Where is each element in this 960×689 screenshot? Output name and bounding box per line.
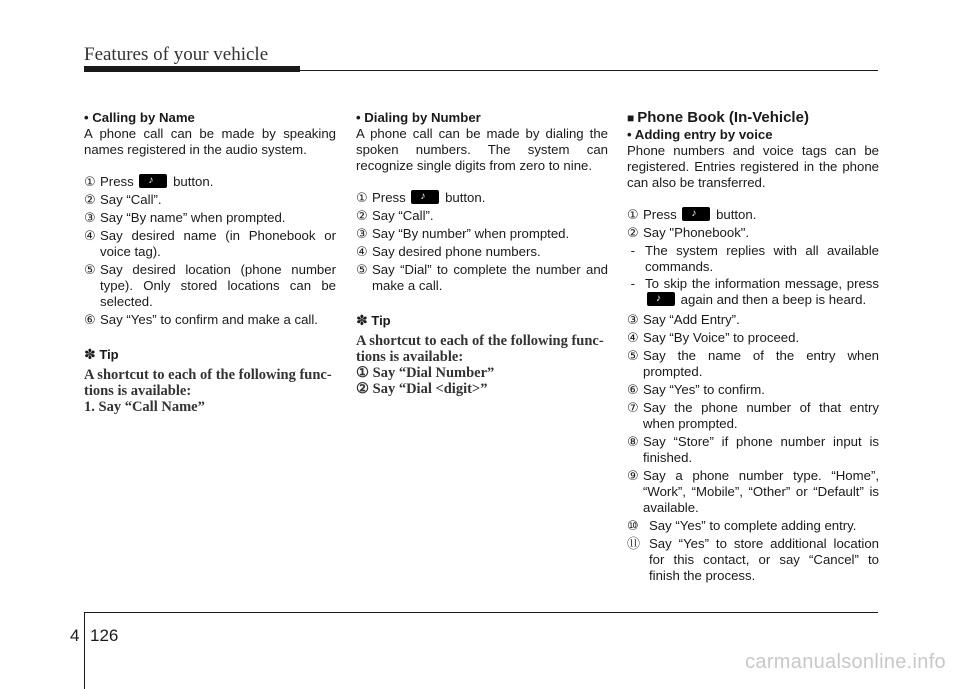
step-3 [356, 226, 608, 242]
step-number: ⑤ [84, 262, 96, 277]
tip-line: ② Say “Dial <digit>” [356, 381, 488, 397]
step-text: Say “By number” when prompted. [372, 226, 570, 241]
voice-talk-button-icon [682, 207, 710, 221]
sub-item [627, 276, 879, 308]
step-number: ② [627, 225, 639, 240]
step-text: Say “By Voice” to proceed. [643, 330, 800, 345]
step-text: Say the phone number of that entry when prompted. [643, 400, 879, 431]
step-2 [356, 208, 608, 224]
steps-list [84, 174, 336, 328]
step-number: ③ [627, 312, 639, 327]
step-number: ③ [84, 210, 96, 225]
watermark: carmanualsonline.info [745, 651, 946, 673]
step-11 [627, 536, 879, 584]
step-9 [627, 468, 879, 516]
intro-text: A phone call can be made by speaking names registered in the audio system. [84, 126, 336, 157]
step-number: ⑤ [627, 348, 639, 363]
step-3 [84, 210, 336, 226]
tip-heading [356, 312, 608, 329]
tip-label: Tip [371, 313, 391, 328]
header-bar [84, 66, 300, 72]
intro-text: Phone numbers and voice tags can be registered. Entries registered in the phone can also be transferred. [627, 143, 879, 190]
step-2 [84, 192, 336, 208]
section-title-text: Phone Book (In-Vehicle) [637, 109, 809, 126]
step-6 [84, 312, 336, 328]
subhead-text: Adding entry by voice [634, 127, 773, 142]
subhead-text: Calling by Name [92, 110, 195, 125]
tip-star-icon: ✽ [356, 312, 368, 328]
tip-star-icon: ✽ [84, 346, 96, 362]
step-1 [84, 174, 336, 190]
section-title [627, 110, 879, 126]
step-4 [627, 330, 879, 346]
step-number: ⑪ [627, 536, 641, 551]
subhead-calling-by-name: • Calling by Name [84, 110, 195, 125]
steps-list [627, 207, 879, 241]
step-number: ⑥ [84, 312, 96, 327]
dash-marker: - [627, 243, 636, 258]
tip-line: 1. Say “Call Name” [84, 399, 205, 415]
column-dialing-by-number [356, 110, 608, 397]
step-number: ① [627, 207, 639, 222]
step-4 [84, 228, 336, 260]
voice-talk-button-icon [647, 292, 675, 306]
step-text: Say “Yes” to confirm. [643, 382, 765, 397]
tip-line: tions is available: [356, 349, 464, 365]
step-number: ⑨ [627, 468, 639, 483]
step-text: Press [372, 190, 406, 205]
step-text: button. [716, 207, 757, 222]
step-text: Say a phone number type. “Home”, “Work”, “Mobile”, “Other” or “Default” is available. [643, 468, 879, 515]
tip-body [84, 367, 336, 415]
step-8 [627, 434, 879, 466]
step-5 [356, 262, 608, 294]
tip-label: Tip [99, 347, 119, 362]
step-text: Press [643, 207, 677, 222]
step-text: Say “Store” if phone number input is finished. [643, 434, 879, 465]
step-text: Say desired phone numbers. [372, 244, 541, 259]
step-text: Say desired location (phone number type). Only stored locations can be selected. [100, 262, 336, 309]
step-7 [627, 400, 879, 432]
tip-body [356, 333, 608, 397]
step-number: ① [84, 174, 96, 189]
sub-item-list [627, 243, 879, 308]
step-5 [627, 348, 879, 380]
steps-list-continued [627, 312, 879, 584]
step-number: ⑧ [627, 434, 639, 449]
page-header-title: Features of your vehicle [84, 44, 269, 65]
step-number: ⑦ [627, 400, 639, 415]
step-2 [627, 225, 879, 241]
step-number: ④ [356, 244, 368, 259]
step-3 [627, 312, 879, 328]
column-phone-book [627, 110, 879, 586]
step-text: Say “Call”. [100, 192, 162, 207]
step-number: ③ [356, 226, 368, 241]
voice-talk-button-icon [139, 174, 167, 188]
step-text: button. [445, 190, 486, 205]
sub-item-text: To skip the information message, press [645, 276, 879, 291]
footer-rule [84, 612, 878, 613]
sub-item [627, 243, 879, 275]
footer-divider [84, 612, 85, 689]
step-1 [627, 207, 879, 223]
voice-talk-button-icon [411, 190, 439, 204]
page-number: 126 [90, 626, 119, 645]
steps-list [356, 190, 608, 294]
dash-marker: - [627, 276, 636, 291]
subhead-text: Dialing by Number [364, 110, 481, 125]
subhead-dialing-by-number: • Dialing by Number [356, 110, 481, 125]
step-4 [356, 244, 608, 260]
step-text: Say “Add Entry”. [643, 312, 740, 327]
step-5 [84, 262, 336, 310]
step-text: Say “Dial” to complete the number and make a call. [372, 262, 608, 293]
step-10 [627, 518, 879, 534]
step-text: button. [173, 174, 214, 189]
step-text: Say “Yes” to store additional location for this contact, or say “Cancel” to finish the process. [649, 536, 879, 583]
step-text: Say the name of the entry when prompted. [643, 348, 879, 379]
intro-text: A phone call can be made by dialing the spoken numbers. The system can recognize single digits from zero to nine. [356, 126, 608, 173]
step-number: ⑩ [627, 518, 639, 533]
tip-line: A shortcut to each of the following func- [356, 333, 604, 349]
step-number: ④ [627, 330, 639, 345]
step-text: Say “Yes” to confirm and make a call. [100, 312, 318, 327]
step-number: ⑤ [356, 262, 368, 277]
tip-line: ① Say “Dial Number” [356, 365, 495, 381]
step-6 [627, 382, 879, 398]
step-text: Press [100, 174, 134, 189]
step-number: ① [356, 190, 368, 205]
step-1 [356, 190, 608, 206]
column-calling-by-name [84, 110, 336, 415]
tip-line: tions is available: [84, 383, 192, 399]
step-text: Say “By name” when prompted. [100, 210, 286, 225]
sub-item-text: The system replies with all available commands. [645, 243, 879, 274]
step-text: Say "Phonebook". [643, 225, 750, 240]
step-number: ④ [84, 228, 96, 243]
step-text: Say desired name (in Phonebook or voice tag). [100, 228, 336, 259]
chapter-number: 4 [70, 626, 80, 645]
tip-heading [84, 346, 336, 363]
tip-line: A shortcut to each of the following func- [84, 367, 332, 383]
sub-item-text: again and then a beep is heard. [680, 292, 867, 307]
step-number: ⑥ [627, 382, 639, 397]
step-text: Say “Yes” to complete adding entry. [649, 518, 857, 533]
subhead-adding-entry: • Adding entry by voice [627, 127, 773, 142]
step-text: Say “Call”. [372, 208, 434, 223]
step-number: ② [356, 208, 368, 223]
square-bullet-icon: ■ [627, 111, 635, 125]
header-rule [300, 70, 878, 71]
step-number: ② [84, 192, 96, 207]
